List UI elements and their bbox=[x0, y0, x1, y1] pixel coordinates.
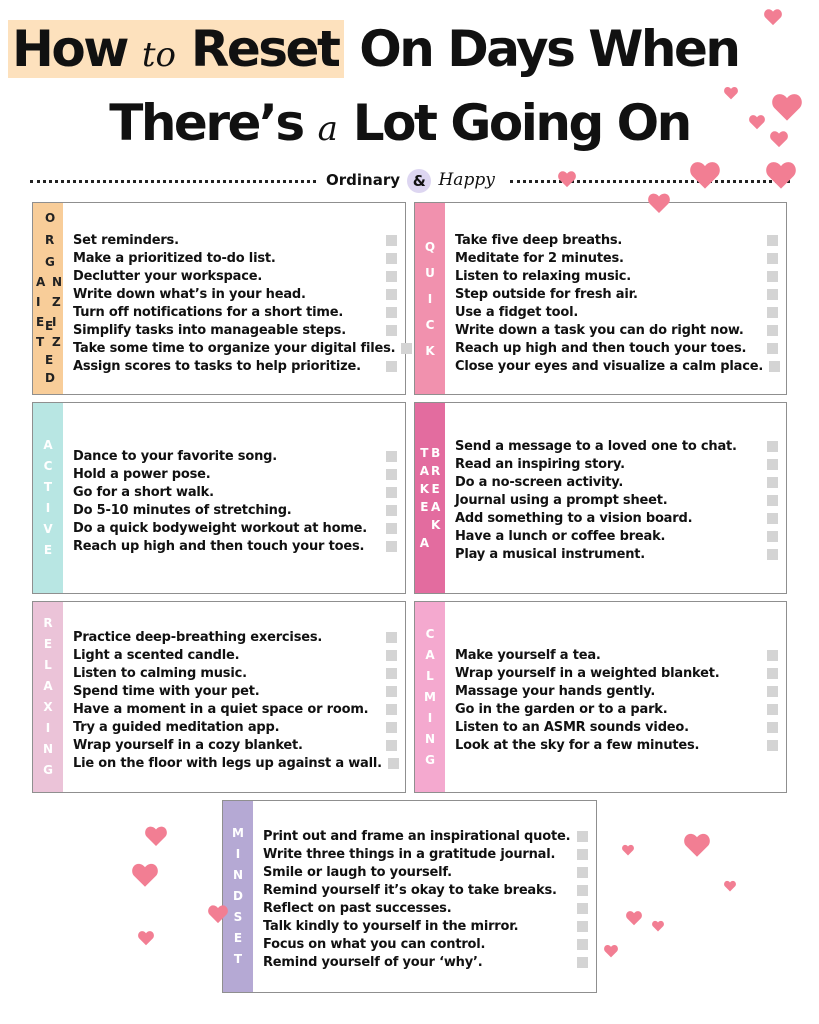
band-letter: K bbox=[425, 343, 435, 358]
band-letter: E bbox=[36, 314, 45, 329]
checklist-item-text: Declutter your workspace. bbox=[73, 268, 263, 284]
section-relaxing bbox=[32, 601, 406, 793]
checklist-item bbox=[73, 231, 397, 249]
heart-icon bbox=[684, 832, 710, 858]
checklist-item-text: Go in the garden or to a park. bbox=[455, 701, 668, 717]
checkbox[interactable] bbox=[386, 469, 397, 480]
band-letter: Z bbox=[52, 334, 61, 349]
checklist-item-text: Talk kindly to yourself in the mirror. bbox=[263, 918, 519, 934]
heart-icon bbox=[626, 910, 642, 926]
checkbox[interactable] bbox=[767, 686, 778, 697]
heart-icon bbox=[648, 192, 670, 214]
band-letter: D bbox=[45, 370, 55, 385]
brand-ampersand: & bbox=[407, 169, 431, 193]
checklist-item-text: Listen to calming music. bbox=[73, 665, 247, 681]
heart-icon bbox=[208, 904, 228, 924]
title-word-reset: Reset bbox=[190, 20, 339, 78]
section-calming bbox=[414, 601, 787, 793]
checkbox[interactable] bbox=[767, 253, 778, 264]
section-band bbox=[223, 801, 253, 992]
section-band bbox=[415, 403, 445, 593]
title-words-on-days-when: On Days When bbox=[359, 20, 739, 78]
band-letter: I bbox=[36, 294, 41, 309]
checklist-item-text: Write down what’s in your head. bbox=[73, 286, 306, 302]
checkbox[interactable] bbox=[767, 343, 778, 354]
band-letter: E bbox=[45, 352, 54, 367]
checklist-item bbox=[455, 491, 778, 509]
band-letter: L bbox=[44, 658, 52, 672]
checklist-item-text: Wrap yourself in a weighted blanket. bbox=[455, 665, 720, 681]
checklist-item bbox=[73, 483, 397, 501]
checklist-item bbox=[73, 628, 397, 646]
checklist-item-text: Turn off notifications for a short time. bbox=[73, 304, 344, 320]
band-letter: Q bbox=[424, 239, 436, 254]
band-letter: V bbox=[43, 522, 53, 536]
checklist-item bbox=[263, 899, 588, 917]
band-letter: A bbox=[425, 647, 435, 662]
checkbox[interactable] bbox=[767, 441, 778, 452]
checklist-item bbox=[455, 249, 778, 267]
checklist bbox=[455, 646, 778, 754]
checklist-item bbox=[263, 917, 588, 935]
section-active bbox=[32, 402, 406, 594]
band-letter: I bbox=[427, 291, 433, 306]
checklist-item-text: Wrap yourself in a cozy blanket. bbox=[73, 737, 303, 753]
checklist-item bbox=[455, 700, 778, 718]
band-letter: U bbox=[425, 265, 435, 280]
checklist-item bbox=[73, 718, 397, 736]
checkbox[interactable] bbox=[577, 903, 588, 914]
band-letter: B bbox=[431, 446, 441, 460]
checklist-item-text: Make yourself a tea. bbox=[455, 647, 601, 663]
checklist-item bbox=[73, 736, 397, 754]
checklist-item-text: Hold a power pose. bbox=[73, 466, 211, 482]
checkbox[interactable] bbox=[767, 531, 778, 542]
checklist bbox=[263, 827, 588, 971]
title-word-to: to bbox=[141, 35, 176, 75]
band-letter: I bbox=[427, 710, 433, 725]
band-letter: A bbox=[419, 464, 429, 478]
checkbox[interactable] bbox=[577, 939, 588, 950]
checkbox[interactable] bbox=[386, 361, 397, 372]
checkbox[interactable] bbox=[767, 289, 778, 300]
band-letter: G bbox=[425, 752, 435, 767]
band-letter: C bbox=[43, 459, 53, 473]
checklist-item bbox=[73, 682, 397, 700]
page-title-line-2 bbox=[0, 92, 809, 160]
checkbox[interactable] bbox=[386, 704, 397, 715]
checkbox[interactable] bbox=[767, 235, 778, 246]
checklist-item bbox=[73, 700, 397, 718]
heart-icon bbox=[772, 92, 802, 122]
checkbox[interactable] bbox=[767, 650, 778, 661]
band-letter: C bbox=[425, 626, 435, 641]
brand-logo bbox=[326, 166, 496, 194]
checklist-item-text: Write three things in a gratitude journal. bbox=[263, 846, 556, 862]
checklist-item bbox=[73, 646, 397, 664]
checkbox[interactable] bbox=[577, 921, 588, 932]
checklist-item bbox=[455, 455, 778, 473]
heart-icon bbox=[138, 930, 154, 946]
checklist-item bbox=[263, 845, 588, 863]
checklist-item-text: Have a moment in a quiet space or room. bbox=[73, 701, 369, 717]
checkbox[interactable] bbox=[386, 740, 397, 751]
checkbox[interactable] bbox=[767, 477, 778, 488]
checkbox[interactable] bbox=[577, 885, 588, 896]
band-letter: K bbox=[419, 482, 429, 496]
checkbox[interactable] bbox=[386, 650, 397, 661]
checklist-item bbox=[455, 527, 778, 545]
band-letter: I bbox=[45, 721, 51, 735]
band-letter: D bbox=[233, 889, 243, 903]
checkbox[interactable] bbox=[767, 325, 778, 336]
checklist-item-text: Smile or laugh to yourself. bbox=[263, 864, 452, 880]
band-letter: T bbox=[233, 952, 243, 966]
checkbox[interactable] bbox=[769, 361, 780, 372]
checklist-item bbox=[73, 754, 397, 772]
checklist-item-text: Write down a task you can do right now. bbox=[455, 322, 744, 338]
band-column-take-a bbox=[420, 444, 429, 552]
checklist-item bbox=[263, 953, 588, 971]
checkbox[interactable] bbox=[767, 668, 778, 679]
checklist-item bbox=[73, 537, 397, 555]
title-word-a: a bbox=[317, 109, 338, 149]
checklist-item bbox=[455, 231, 778, 249]
band-letter: E bbox=[233, 931, 243, 945]
checklist-item bbox=[455, 718, 778, 736]
band-letter: E bbox=[420, 500, 429, 514]
checklist-item bbox=[73, 267, 397, 285]
checklist-item bbox=[455, 509, 778, 527]
checkbox[interactable] bbox=[767, 513, 778, 524]
checkbox[interactable] bbox=[386, 668, 397, 679]
band-letter: L bbox=[426, 668, 434, 683]
checklist-item-text: Take five deep breaths. bbox=[455, 232, 623, 248]
checklist-item bbox=[73, 285, 397, 303]
checklist-item-text: Remind yourself of your ‘why’. bbox=[263, 954, 483, 970]
checklist-item bbox=[263, 881, 588, 899]
checklist-item bbox=[455, 437, 778, 455]
checklist-item bbox=[263, 827, 588, 845]
checklist-item bbox=[73, 303, 397, 321]
dotted-divider-left bbox=[30, 180, 316, 183]
band-column-break bbox=[431, 444, 440, 534]
checkbox[interactable] bbox=[386, 235, 397, 246]
band-letter: K bbox=[431, 518, 441, 532]
band-letter: A bbox=[419, 536, 429, 550]
band-letter: T bbox=[43, 480, 53, 494]
band-letter: T bbox=[36, 334, 45, 349]
checklist-item bbox=[455, 321, 778, 339]
checkbox[interactable] bbox=[386, 451, 397, 462]
checklist-item-text: Look at the sky for a few minutes. bbox=[455, 737, 700, 753]
checkbox[interactable] bbox=[386, 253, 397, 264]
checklist-item-text: Use a fidget tool. bbox=[455, 304, 579, 320]
section-quick bbox=[414, 202, 787, 395]
band-letter: O bbox=[45, 210, 56, 225]
checklist-item bbox=[455, 267, 778, 285]
checklist-item-text: Simplify tasks into manageable steps. bbox=[73, 322, 346, 338]
band-letter: A bbox=[43, 438, 53, 452]
checklist-item bbox=[73, 501, 397, 519]
checklist-item bbox=[455, 303, 778, 321]
checkbox[interactable] bbox=[388, 758, 399, 769]
checkbox[interactable] bbox=[767, 307, 778, 318]
band-letter: A bbox=[431, 500, 441, 514]
checklist-item-text: Meditate for 2 minutes. bbox=[455, 250, 624, 266]
band-letter: G bbox=[45, 254, 55, 269]
checklist-item bbox=[455, 357, 778, 375]
band-letter: I bbox=[52, 314, 57, 329]
checkbox[interactable] bbox=[386, 271, 397, 282]
band-letter: T bbox=[420, 446, 429, 460]
section-organized bbox=[32, 202, 406, 395]
checklist-item-text: Listen to an ASMR sounds video. bbox=[455, 719, 689, 735]
checklist-item-text: Have a lunch or coffee break. bbox=[455, 528, 666, 544]
checklist-item-text: Try a guided meditation app. bbox=[73, 719, 280, 735]
band-letter: R bbox=[431, 464, 441, 478]
checkbox[interactable] bbox=[577, 957, 588, 968]
band-letter: M bbox=[424, 689, 436, 704]
checkbox[interactable] bbox=[767, 704, 778, 715]
checklist-item-text: Spend time with your pet. bbox=[73, 683, 260, 699]
checklist-item-text: Massage your hands gently. bbox=[455, 683, 656, 699]
checklist-item bbox=[73, 249, 397, 267]
checklist-item bbox=[455, 285, 778, 303]
checkbox[interactable] bbox=[386, 523, 397, 534]
section-mindset bbox=[222, 800, 597, 993]
band-letter: A bbox=[43, 679, 53, 693]
checkbox[interactable] bbox=[386, 686, 397, 697]
checkbox[interactable] bbox=[386, 325, 397, 336]
checklist bbox=[455, 231, 778, 375]
heart-icon bbox=[766, 160, 796, 190]
heart-icon bbox=[724, 880, 736, 892]
band-letter: E bbox=[43, 543, 53, 557]
checklist-item-text: Focus on what you can control. bbox=[263, 936, 486, 952]
section-band bbox=[415, 602, 445, 792]
band-letter bbox=[422, 516, 426, 534]
brand-word-happy: Happy bbox=[438, 170, 495, 190]
checkbox[interactable] bbox=[767, 271, 778, 282]
band-letter: M bbox=[232, 826, 244, 840]
section-band bbox=[33, 602, 63, 792]
title-word-theres: There’s bbox=[109, 94, 303, 152]
band-letter: A bbox=[36, 274, 46, 289]
band-letter: S bbox=[233, 910, 243, 924]
checklist-item-text: Do a quick bodyweight workout at home. bbox=[73, 520, 368, 536]
checklist-item bbox=[73, 357, 397, 375]
heart-icon bbox=[604, 944, 618, 958]
checkbox[interactable] bbox=[767, 549, 778, 560]
checkbox[interactable] bbox=[386, 307, 397, 318]
section-take-a-break bbox=[414, 402, 787, 594]
checkbox[interactable] bbox=[767, 740, 778, 751]
checklist-item bbox=[455, 682, 778, 700]
band-letter: N bbox=[232, 868, 244, 882]
band-letter: C bbox=[425, 317, 435, 332]
checklist-item-text: Reach up high and then touch your toes. bbox=[73, 538, 365, 554]
checkbox[interactable] bbox=[386, 632, 397, 643]
checklist-item-text: Do 5-10 minutes of stretching. bbox=[73, 502, 292, 518]
checkbox[interactable] bbox=[386, 289, 397, 300]
checkbox[interactable] bbox=[767, 459, 778, 470]
checklist-item-text: Read an inspiring story. bbox=[455, 456, 625, 472]
checkbox[interactable] bbox=[577, 831, 588, 842]
band-letter: X bbox=[43, 700, 53, 714]
band-letter: G bbox=[43, 763, 53, 777]
band-letter: N bbox=[52, 274, 63, 289]
checklist-item bbox=[455, 664, 778, 682]
title-word-how: How bbox=[12, 20, 127, 78]
checklist-item-text: Do a no-screen activity. bbox=[455, 474, 624, 490]
heart-icon bbox=[724, 86, 738, 100]
checklist-item-text: Remind yourself it’s okay to take breaks. bbox=[263, 882, 557, 898]
checklist-item bbox=[73, 447, 397, 465]
section-band bbox=[33, 203, 63, 394]
checklist-item-text: Journal using a prompt sheet. bbox=[455, 492, 668, 508]
checklist-item bbox=[455, 736, 778, 754]
band-letter: R bbox=[43, 616, 53, 630]
checklist-item-text: Light a scented candle. bbox=[73, 647, 240, 663]
checkbox[interactable] bbox=[767, 722, 778, 733]
band-letter: N bbox=[424, 731, 436, 746]
checklist-item bbox=[263, 863, 588, 881]
checklist-item bbox=[455, 646, 778, 664]
checklist-item-text: Reach up high and then touch your toes. bbox=[455, 340, 747, 356]
band-letter: N bbox=[42, 742, 54, 756]
band-letter: I bbox=[45, 501, 51, 515]
checklist-item bbox=[73, 339, 397, 357]
checklist-item bbox=[73, 465, 397, 483]
checklist-item-text: Assign scores to tasks to help prioritize. bbox=[73, 358, 361, 374]
checklist-item-text: Lie on the floor with legs up against a wall. bbox=[73, 755, 382, 771]
section-band bbox=[33, 403, 63, 593]
heart-icon bbox=[690, 160, 720, 190]
band-letter: E bbox=[43, 637, 53, 651]
checkbox[interactable] bbox=[577, 849, 588, 860]
checklist-item bbox=[455, 473, 778, 491]
checklist-item-text: Play a musical instrument. bbox=[455, 546, 646, 562]
heart-icon bbox=[132, 862, 158, 888]
checklist-item-text: Listen to relaxing music. bbox=[455, 268, 631, 284]
heart-icon bbox=[749, 114, 765, 130]
band-letter: I bbox=[235, 847, 241, 861]
checklist-item-text: Dance to your favorite song. bbox=[73, 448, 277, 464]
checklist-item-text: Set reminders. bbox=[73, 232, 179, 248]
checklist-item-text: Make a prioritized to-do list. bbox=[73, 250, 276, 266]
checklist-item bbox=[263, 935, 588, 953]
checklist bbox=[73, 628, 397, 772]
heart-icon bbox=[770, 130, 788, 148]
checklist-item bbox=[73, 519, 397, 537]
page-title-line-1 bbox=[8, 18, 819, 86]
section-band bbox=[415, 203, 445, 394]
checklist-item-text: Take some time to organize your digital files. bbox=[73, 340, 396, 356]
band-letter: R bbox=[45, 232, 55, 247]
heart-icon bbox=[622, 844, 634, 856]
heart-icon bbox=[764, 8, 782, 26]
checklist bbox=[73, 447, 397, 555]
band-letter: Z bbox=[52, 294, 61, 309]
checklist-item-text: Add something to a vision board. bbox=[455, 510, 693, 526]
checkbox[interactable] bbox=[577, 867, 588, 878]
checklist-item bbox=[73, 321, 397, 339]
dotted-divider-right bbox=[510, 180, 790, 183]
brand-word-ordinary: Ordinary bbox=[326, 171, 401, 189]
checkbox[interactable] bbox=[386, 487, 397, 498]
checklist-item-text: Go for a short walk. bbox=[73, 484, 214, 500]
band-letter: E bbox=[431, 482, 440, 496]
checkbox[interactable] bbox=[386, 722, 397, 733]
checkbox[interactable] bbox=[401, 343, 412, 354]
checklist-item-text: Send a message to a loved one to chat. bbox=[455, 438, 737, 454]
title-highlight bbox=[8, 20, 344, 78]
checklist-item-text: Close your eyes and visualize a calm place. bbox=[455, 358, 764, 374]
checklist-item bbox=[455, 339, 778, 357]
checklist bbox=[455, 437, 778, 563]
heart-icon bbox=[652, 920, 664, 932]
checklist-item-text: Step outside for fresh air. bbox=[455, 286, 638, 302]
checklist-item-text: Reflect on past successes. bbox=[263, 900, 452, 916]
checklist-item-text: Practice deep-breathing exercises. bbox=[73, 629, 323, 645]
checkbox[interactable] bbox=[767, 495, 778, 506]
heart-icon bbox=[145, 825, 167, 847]
checklist-item bbox=[455, 545, 778, 563]
heart-icon bbox=[558, 170, 576, 188]
checklist-item-text: Print out and frame an inspirational quote. bbox=[263, 828, 571, 844]
checklist bbox=[73, 231, 397, 375]
band-letter: E bbox=[45, 318, 54, 333]
title-words-lot-going-on: Lot Going On bbox=[352, 94, 690, 152]
checklist-item bbox=[73, 664, 397, 682]
checkbox[interactable] bbox=[386, 541, 397, 552]
checkbox[interactable] bbox=[386, 505, 397, 516]
